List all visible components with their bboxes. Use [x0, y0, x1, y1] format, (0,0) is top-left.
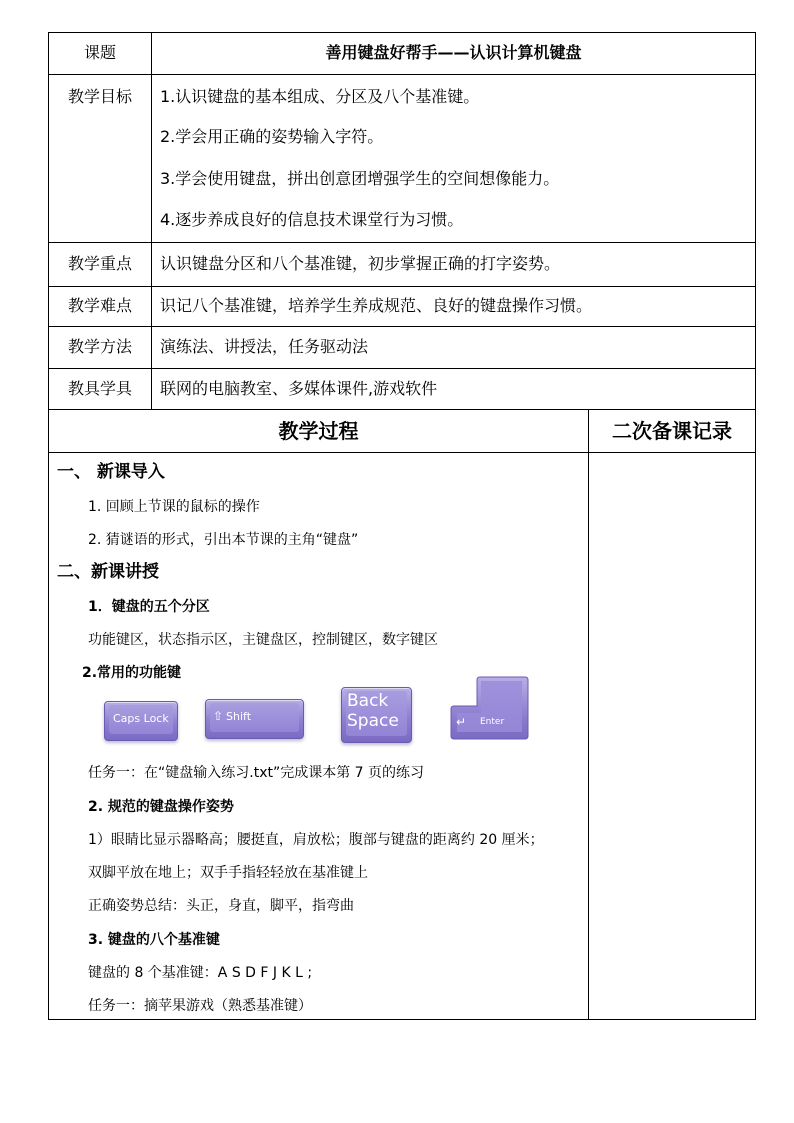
row-label-difficulties: 教学难点	[67, 296, 132, 315]
section-1-title: 一、 新课导入	[57, 462, 165, 482]
notes-header: 二次备课记录	[612, 419, 732, 443]
shift-key-image	[205, 699, 304, 739]
objective-item: 4.逐步养成良好的信息技术课堂行为习惯。	[160, 210, 464, 229]
methods-text: 演练法、讲授法，任务驱动法	[160, 337, 369, 356]
caps-lock-key-label: Caps Lock	[113, 712, 169, 725]
table-label-divider	[151, 32, 152, 409]
subsection-title: 2. 规范的键盘操作姿势	[88, 799, 234, 815]
section-2-title: 二、新课讲授	[57, 562, 159, 582]
process-header: 教学过程	[278, 419, 359, 443]
subsection-text: 功能键区，状态指示区，主键盘区，控制键区，数字键区	[88, 632, 438, 648]
objective-item: 2.学会用正确的姿势输入字符。	[160, 127, 384, 146]
table-border-left	[48, 32, 49, 1020]
backspace-key-label-line2: Space	[347, 711, 399, 731]
table-border-top	[48, 32, 756, 33]
subsection-title: 2.常用的功能键	[82, 665, 182, 681]
table-divider	[48, 368, 756, 369]
section-1-item: 1. 回顾上节课的鼠标的操作	[88, 499, 260, 515]
subsection-title: 3. 键盘的八个基准键	[88, 932, 220, 948]
objective-item: 3.学会使用键盘，拼出创意团增强学生的空间想像能力。	[160, 169, 560, 188]
subsection-title: 1．键盘的五个分区	[88, 599, 210, 615]
row-label-methods: 教学方法	[67, 337, 132, 356]
table-divider	[48, 74, 756, 75]
section-1-item: 2. 猜谜语的形式，引出本节课的主角“键盘”	[88, 532, 359, 548]
row-label-materials: 教具学具	[67, 379, 132, 398]
objective-item: 1.认识键盘的基本组成、分区及八个基准键。	[160, 87, 480, 106]
table-border-right	[755, 32, 756, 1020]
row-label-objectives: 教学目标	[67, 87, 132, 106]
table-divider	[48, 409, 756, 410]
row-label-key-points: 教学重点	[67, 254, 132, 273]
difficulties-text: 识记八个基准键，培养学生养成规范、良好的键盘操作习惯。	[160, 296, 593, 315]
table-divider	[48, 326, 756, 327]
subsection-text: 正确姿势总结：头正，身直，脚平，指弯曲	[88, 898, 354, 914]
lesson-title: 善用键盘好帮手——认识计算机键盘	[325, 43, 582, 62]
subsection-text: 双脚平放在地上；双手手指轻轻放在基准键上	[88, 865, 368, 881]
materials-text: 联网的电脑教室、多媒体课件,游戏软件	[160, 379, 438, 398]
table-divider	[48, 286, 756, 287]
table-divider	[48, 242, 756, 243]
caps-lock-key-image	[104, 701, 178, 741]
row-label-topic: 课题	[83, 43, 116, 62]
enter-arrow-icon: ↵	[456, 715, 467, 729]
subsection-text: 1）眼睛比显示器略高；腰挺直，肩放松；腹部与键盘的距离约 20 厘米；	[88, 832, 544, 848]
backspace-key-image	[341, 687, 412, 743]
shift-arrow-icon: ⇧	[213, 709, 224, 723]
table-notes-divider	[588, 409, 589, 1020]
enter-key-label: Enter	[480, 717, 505, 727]
key-points-text: 认识键盘分区和八个基准键，初步掌握正确的打字姿势。	[160, 254, 561, 273]
enter-key-image	[450, 676, 530, 742]
task-text: 任务一：摘苹果游戏（熟悉基准键）	[88, 998, 312, 1014]
task-text: 任务一：在“键盘输入练习.txt”完成课本第 7 页的练习	[88, 765, 425, 781]
table-border-bottom	[48, 1019, 756, 1020]
table-divider	[48, 452, 756, 453]
subsection-text: 键盘的 8 个基准键：A S D F J K L ;	[88, 965, 313, 981]
shift-key-label: Shift	[226, 710, 252, 723]
backspace-key-label-line1: Back	[347, 691, 389, 711]
